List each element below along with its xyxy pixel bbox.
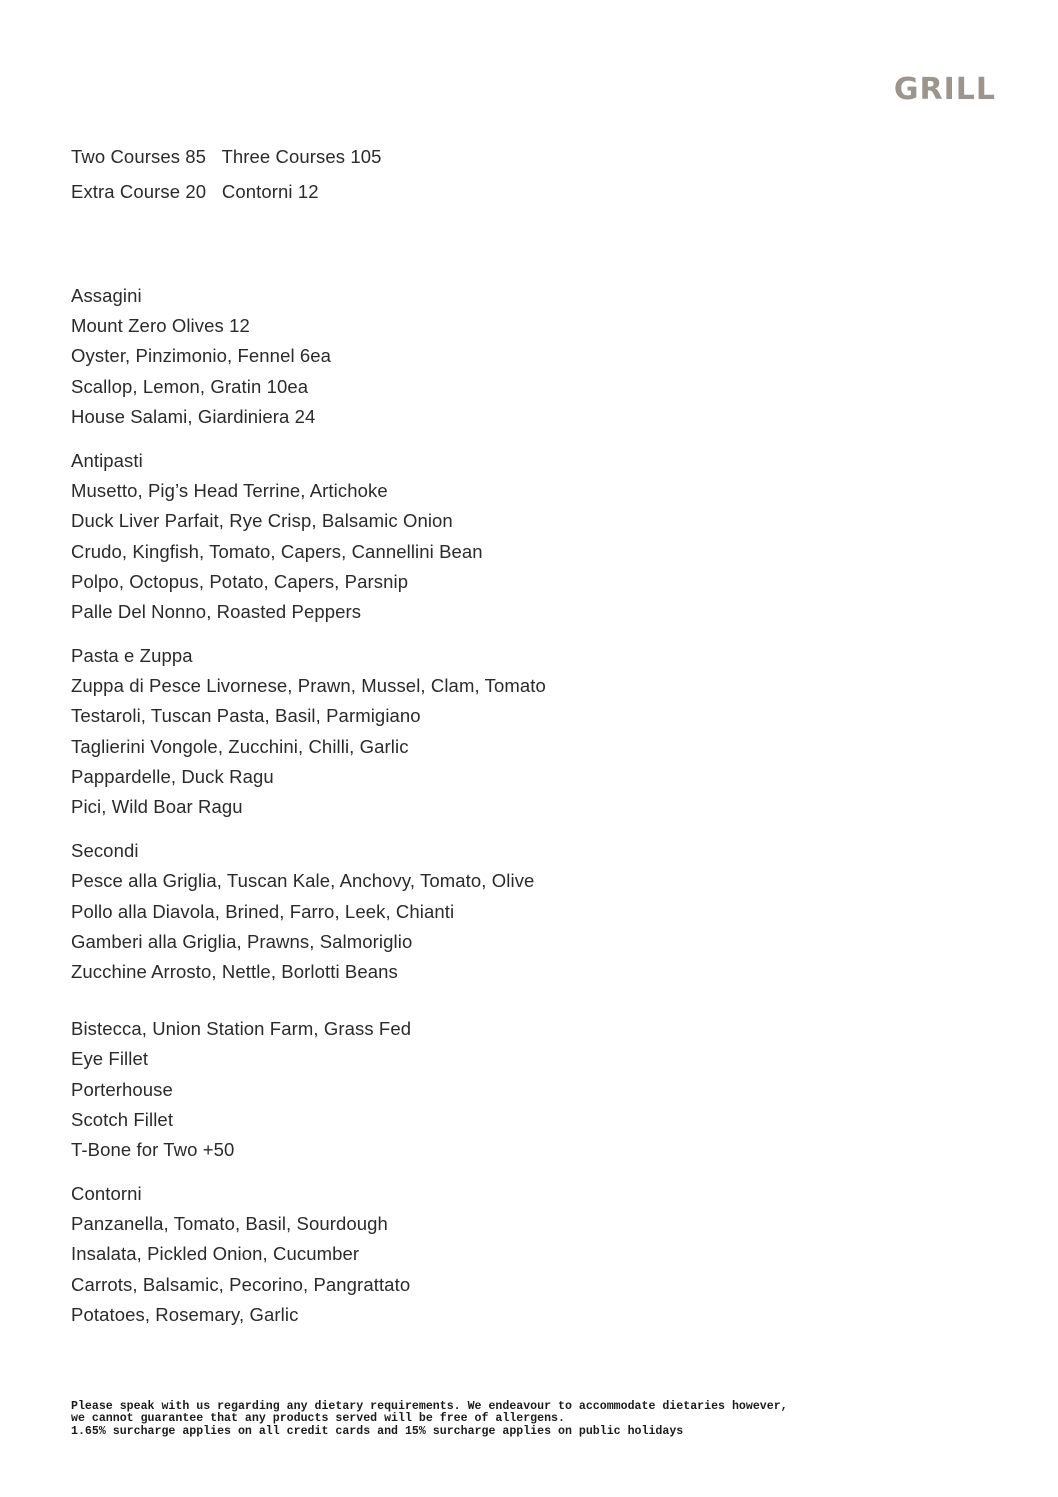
pricing-block xyxy=(71,139,382,209)
menu-item: T-Bone for Two +50 xyxy=(71,1138,235,1160)
menu-item: Mount Zero Olives 12 xyxy=(71,315,250,337)
section-contorni xyxy=(71,1179,546,1330)
menu-item: Crudo, Kingfish, Tomato, Capers, Cannellini Bean xyxy=(71,540,483,562)
menu-item: Testaroli, Tuscan Pasta, Basil, Parmigiano xyxy=(71,705,421,727)
section-title: Assagini xyxy=(71,285,142,306)
menu-item: Polpo, Octopus, Potato, Capers, Parsnip xyxy=(71,570,409,592)
menu-item: Zuppa di Pesce Livornese, Prawn, Mussel, Clam, Tomato xyxy=(71,675,546,697)
menu-item: Eye Fillet xyxy=(71,1048,149,1070)
section-title: Contorni xyxy=(71,1183,142,1205)
menu-item: Potatoes, Rosemary, Garlic xyxy=(71,1303,299,1325)
footer-line: we cannot guarantee that any products served will be free of allergens. xyxy=(71,1412,565,1426)
menu-item: Oyster, Pinzimonio, Fennel 6ea xyxy=(71,345,332,367)
menu-item: Insalata, Pickled Onion, Cucumber xyxy=(71,1243,360,1265)
menu-item: Gamberi alla Griglia, Prawns, Salmoriglio xyxy=(71,930,413,952)
footer-notice xyxy=(71,1401,788,1438)
footer-line: Please speak with us regarding any dietary requirements. We endeavour to accommodate dietaries however, xyxy=(71,1400,788,1413)
menu-item: Duck Liver Parfait, Rye Crisp, Balsamic Onion xyxy=(71,510,453,532)
menu-item: Musetto, Pig’s Head Terrine, Artichoke xyxy=(71,480,388,502)
section-title: Secondi xyxy=(71,840,139,862)
section-secondi xyxy=(71,836,546,987)
section-assagini xyxy=(71,281,546,432)
footer-line: 1.65% surcharge applies on all credit cards and 15% surcharge applies on public holidays xyxy=(71,1424,684,1438)
menu-item: Pollo alla Diavola, Brined, Farro, Leek, Chianti xyxy=(71,900,455,922)
menu-item: Pesce alla Griglia, Tuscan Kale, Anchovy, Tomato, Olive xyxy=(71,870,535,892)
pricing-line: Two Courses 85 Three Courses 105 xyxy=(71,146,382,167)
section-antipasti xyxy=(71,446,546,627)
menu-item: Pici, Wild Boar Ragu xyxy=(71,796,243,817)
section-title: Pasta e Zuppa xyxy=(71,645,193,667)
menu-item: Pappardelle, Duck Ragu xyxy=(71,765,274,787)
menu-item: Scotch Fillet xyxy=(71,1108,174,1130)
section-title: Bistecca, Union Station Farm, Grass Fed xyxy=(71,1018,412,1040)
menu-item: Scallop, Lemon, Gratin 10ea xyxy=(71,375,309,397)
menu-item: House Salami, Giardiniera 24 xyxy=(71,405,316,427)
menu-item: Zucchine Arrosto, Nettle, Borlotti Beans xyxy=(71,960,398,982)
section-bistecca xyxy=(71,1014,546,1165)
section-title: Antipasti xyxy=(71,449,143,471)
menu-item: Palle Del Nonno, Roasted Peppers xyxy=(71,600,362,622)
pricing-line: Extra Course 20 Contorni 12 xyxy=(71,181,319,202)
menu-item: Panzanella, Tomato, Basil, Sourdough xyxy=(71,1213,388,1235)
brand-logo: GRILL xyxy=(893,72,996,107)
menu-item: Carrots, Balsamic, Pecorino, Pangrattato xyxy=(71,1273,411,1295)
menu-item: Porterhouse xyxy=(71,1078,173,1100)
menu-sections xyxy=(71,281,546,1344)
section-pasta-e-zuppa xyxy=(71,641,546,822)
menu-item: Taglierini Vongole, Zucchini, Chilli, Garlic xyxy=(71,735,409,757)
